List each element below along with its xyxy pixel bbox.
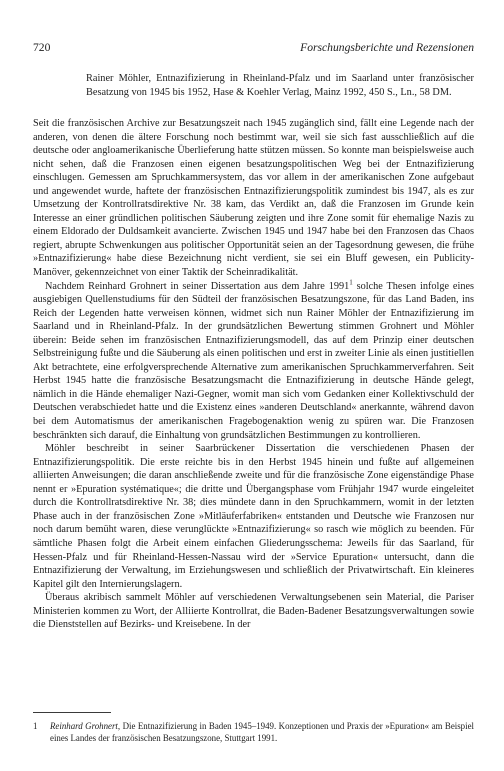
paragraph: Möhler beschreibt in seiner Saarbrückener Dissertation die verschiedenen Phasen der Entnazifizierungspolitik. Die erste reichte bis in den Herbst 1945 hinein und fußte auf allgemeinen alliierten Anweisungen; die daran anschließende zweite und für die französische Zone eigenständige Phase nennt er »Epuration systématique«; die dritte und Übergangsphase vom Frühjahr 1947 wurde eingeleitet durch die Kontrollratsdirektive Nr. 38; dies mündete dann in den Spruchkammern, womit in der letzten Phase auch in der französischen Zone »Mitläuferfabriken« entstanden und Deutsche wie Franzosen nur noch darum bemüht waren, diese verunglückte »Entnazifizierung« so rasch wie möglich zu beenden. Für sämtliche Phasen folgt die Arbeit einem einfachen Gliederungsschema: Jeweils für das Saarland, für Hessen-Pfalz und für Rheinland-Hessen-Nassau wird der »Service Epuration« untersucht, dann die Entnazifizierung der Verwaltung, im Erziehungswesen und schließlich der Privatwirtschaft. Ein kleineres Kapitel gilt den Internierungslagern.: [33, 443, 474, 590]
footnote-marker: 1: [349, 278, 353, 287]
page-number: 720: [33, 41, 51, 54]
book-citation: Rainer Möhler, Entnazifizierung in Rheinland-Pfalz und im Saarland unter französischer Besatzung von 1945 bis 1952, Hase & Koehler Verlag, Mainz 1992, 450 S., Ln., 58 DM.: [86, 73, 474, 98]
running-head: Forschungsberichte und Rezensionen: [300, 41, 474, 54]
paragraph: Seit die französischen Archive zur Besatzungszeit nach 1945 zugänglich sind, fällt eine Legende nach der anderen, von denen die ältere Forschung noch bestimmt war, weil sie sich fast ausschließlich auf die deutsche oder angloamerikanische Überlieferung hatte stützen müssen. So konnte man beispielsweise auch nicht sehen, daß die Franzosen einen eigenen besatzungspolitischen Weg bei der Entnazifizierung einschlugen. Gemessen am Spruchkammersystem, das vor allem in der amerikanischen Zone aufgebaut und angewendet wurde, haftete der französischen Entnazifizierungspolitik zumindest bis 1947, als es zur Umsetzung der Kontrollratsdirektive Nr. 38 kam, das Verdikt an, daß die Franzosen im Grunde kein Interesse an einer gründlichen politischen Säuberung zeigten und ihre Zone somit für ehemalige Nazis zu einem Eldorado der Duldsamkeit avancierte. Zwischen 1945 und 1947 habe bei den Franzosen das Chaos regiert, abrupte Schwenkungen aus politischer Opportunität seien an der Tagesordnung gewesen, die frühe »Entnazifizierung« habe diese Bezeichnung nicht verdient, sie sei ein Bluff gewesen, ein Publicity-Manöver, gekennzeichnet von einer Taktik der Scheinradikalität.: [33, 118, 474, 279]
footnote-author: Reinhard Grohnert: [50, 721, 118, 731]
paragraph-text: solche Thesen infolge eines ausgiebigen Quellenstudiums für den Südteil der französischen Besatzungszone, für das Land Baden, ins Reich der Legenden hatte verweisen können, widmet sich nun Rainer Möhler der Entnazifizierung im Saarland und in Rheinland-Pfalz. In der grundsätzlichen Bewertung stimmen Grohnert und Möhler überein: Beide sehen im französischen Entnazifizierungsmodell, das auf dem Prinzip einer deutschen Selbstreinigung fußte und die Säuberung als einen politischen und erst in zweiter Linie als einen justitiellen Akt betrachtete, eine erfolgversprechende Alternative zum amerikanischen Spruchkammerverfahren. Seit Herbst 1945 hatte die französische Besatzungsmacht die Entnazifizierung in deutsche Hände gelegt, nämlich in die Hände ehemaliger Nazi-Gegner, womit man sich vom Gedanken einer Kollektivschuld der Deutschen verabschiedet hatte und die Existenz eines »anderen Deutschland« anerkannte, während davon bei dem Automatismus der amerikanischen Fragebogenaktion wenig zu spüren war. Die Franzosen beschränkten sich darauf, die Einhaltung von grundsätzlichen Bestimmungen zu kontrollieren.: [33, 280, 474, 441]
paragraph: Überaus akribisch sammelt Möhler auf verschiedenen Verwaltungsebenen sein Material, die Pariser Ministerien kommen zu Wort, der Alliierte Kontrollrat, die Baden-Badener Besatzungsverwaltungen sowie die Dienststellen auf Bezirks- und Kreisebene. In der: [33, 592, 474, 631]
footnote-citation: , Die Entnazifizierung in Baden 1945–1949. Konzeptionen und Praxis der »Epuration« am Beispiel eines Landes der französischen Besatzungszone, Stuttgart 1991.: [50, 721, 474, 743]
footnote-divider: [33, 712, 111, 713]
page-header: [33, 41, 474, 55]
footnote-text: [50, 720, 474, 744]
review-body: [33, 117, 474, 632]
paragraph: [33, 280, 474, 443]
footnote-number: 1: [33, 721, 38, 731]
paragraph-text: Nachdem Reinhard Grohnert in seiner Dissertation aus dem Jahre 1991: [45, 280, 350, 292]
